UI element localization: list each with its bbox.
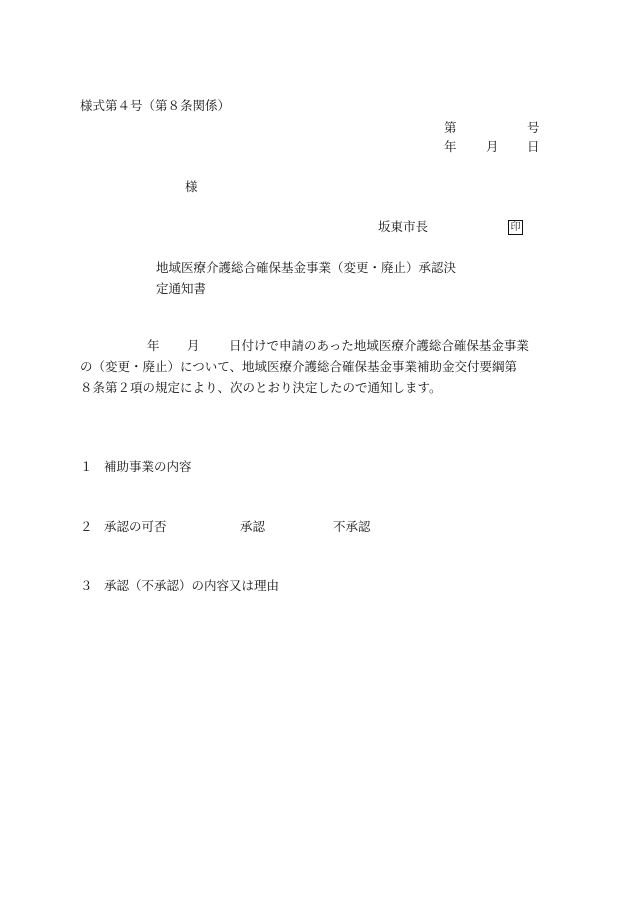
item-2-number: ２ (80, 519, 93, 534)
item-1-label: 補助事業の内容 (104, 459, 192, 474)
issuer-name: 坂東市長 (378, 219, 429, 234)
document-title-line2: 定通知書 (156, 281, 207, 296)
document-title-line1: 地域医療介護総合確保基金事業（変更・廃止）承認決 (156, 260, 457, 275)
item-2-label: 承認の可否 (104, 519, 167, 534)
number-dai: 第 (444, 120, 457, 135)
seal-mark (508, 220, 523, 235)
number-go: 号 (527, 120, 540, 135)
item-3-number: ３ (80, 578, 93, 593)
body-line3: ８条第２項の規定により、次のとおり決定したので通知します。 (80, 380, 442, 395)
form-number: 様式第４号（第８条関係） (80, 98, 231, 113)
item-2-option-reject: 不承認 (333, 519, 371, 534)
item-1-number: １ (80, 459, 93, 474)
body-line1: 日付けで申請のあった地域医療介護総合確保基金事業 (229, 338, 529, 353)
addressee-suffix: 様 (185, 179, 198, 194)
body-nen: 年 (147, 338, 160, 353)
body-gatsu: 月 (187, 338, 200, 353)
seal-icon: 印 (508, 220, 523, 235)
date-gatsu: 月 (486, 139, 499, 154)
item-2-option-approve: 承認 (240, 519, 266, 534)
item-3-label: 承認（不承認）の内容又は理由 (104, 578, 280, 593)
date-nen: 年 (444, 139, 457, 154)
body-line2: の（変更・廃止）について、地域医療介護総合確保基金事業補助金交付要綱第 (80, 359, 518, 374)
date-nichi: 日 (527, 139, 540, 154)
